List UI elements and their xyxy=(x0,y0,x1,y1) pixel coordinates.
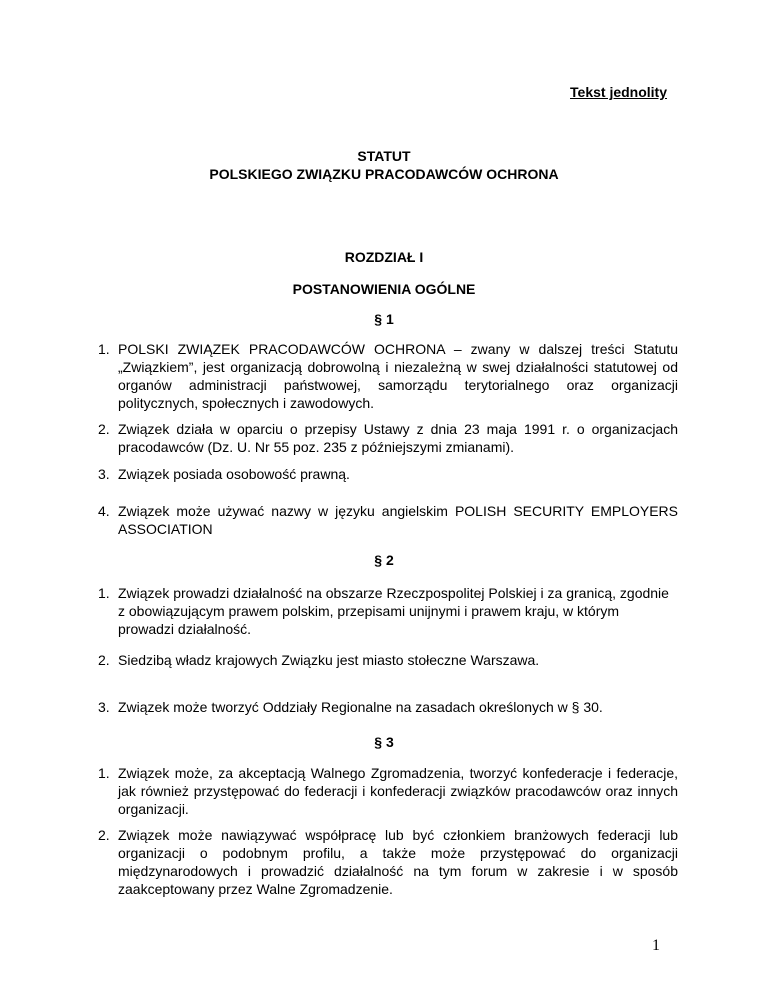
item-number: 3. xyxy=(98,466,110,482)
item-number: 1. xyxy=(98,765,110,781)
item-text: Związek może, za akceptacją Walnego Zgromadzenia, tworzyć konfederacje i federacje, jak również przystępować do federacji i konfederacji związków pracodawców oraz innych organizacji. xyxy=(118,765,678,817)
section-2-item-1 xyxy=(98,584,678,638)
section-1-item-1 xyxy=(98,340,678,412)
section-mark-1: § 1 xyxy=(374,311,394,327)
document-type-label: Tekst jednolity xyxy=(570,84,667,100)
section-1-item-2 xyxy=(98,420,678,456)
item-text: Związek działa w oparciu o przepisy Ustawy z dnia 23 maja 1991 r. o organizacjach pracodawców (Dz. U. Nr 55 poz. 235 z późniejszymi zmianami). xyxy=(118,421,678,455)
section-mark-2: § 2 xyxy=(374,552,394,568)
page-number: 1 xyxy=(652,937,660,954)
section-1-item-3 xyxy=(98,465,678,483)
item-number: 1. xyxy=(98,585,110,601)
item-text: Związek prowadzi działalność na obszarze Rzeczpospolitej Polskiej i za granicą, zgodnie z obowiązującym prawem polskim, przepisami unijnymi i prawem kraju, w którym prowadzi działalność. xyxy=(118,585,669,637)
item-text: Związek posiada osobowość prawną. xyxy=(118,466,350,482)
item-number: 3. xyxy=(98,699,110,715)
title-line-1: STATUT xyxy=(357,148,411,164)
item-number: 1. xyxy=(98,341,110,357)
section-mark-3: § 3 xyxy=(374,734,394,750)
item-number: 2. xyxy=(98,652,110,668)
section-1-item-4 xyxy=(98,502,678,538)
section-3-item-1 xyxy=(98,764,678,818)
item-text: Związek może używać nazwy w języku angielskim POLISH SECURITY EMPLOYERS ASSOCIATION xyxy=(118,503,678,537)
section-2-item-3 xyxy=(98,698,678,716)
document-title xyxy=(0,147,768,183)
chapter-label: ROZDZIAŁ I xyxy=(344,249,424,265)
chapter-name: POSTANOWIENIA OGÓLNE xyxy=(292,281,476,297)
item-text: Związek może tworzyć Oddziały Regionalne na zasadach określonych w § 30. xyxy=(118,699,603,715)
item-text: POLSKI ZWIĄZEK PRACODAWCÓW OCHRONA – zwany w dalszej treści Statutu „Związkiem”, jest organizacją dobrowolną i niezależną w swej działalności statutowej od organów administracji państwowej, samorządu terytorialnego oraz organizacji politycznych, społecznych i zawodowych. xyxy=(118,341,678,411)
section-3-item-2 xyxy=(98,826,678,898)
title-line-2: POLSKIEGO ZWIĄZKU PRACODAWCÓW OCHRONA xyxy=(209,166,559,182)
item-number: 2. xyxy=(98,421,110,437)
item-number: 4. xyxy=(98,503,110,519)
section-2-item-2 xyxy=(98,651,678,669)
item-text: Związek może nawiązywać współpracę lub być członkiem branżowych federacji lub organizacji o podobnym profilu, a także może przystępować do organizacji międzynarodowych i prowadzić działalność na tym forum w zakresie i w sposób zaakceptowany przez Walne Zgromadzenie. xyxy=(118,827,678,897)
item-number: 2. xyxy=(98,827,110,843)
item-text: Siedzibą władz krajowych Związku jest miasto stołeczne Warszawa. xyxy=(118,652,540,668)
